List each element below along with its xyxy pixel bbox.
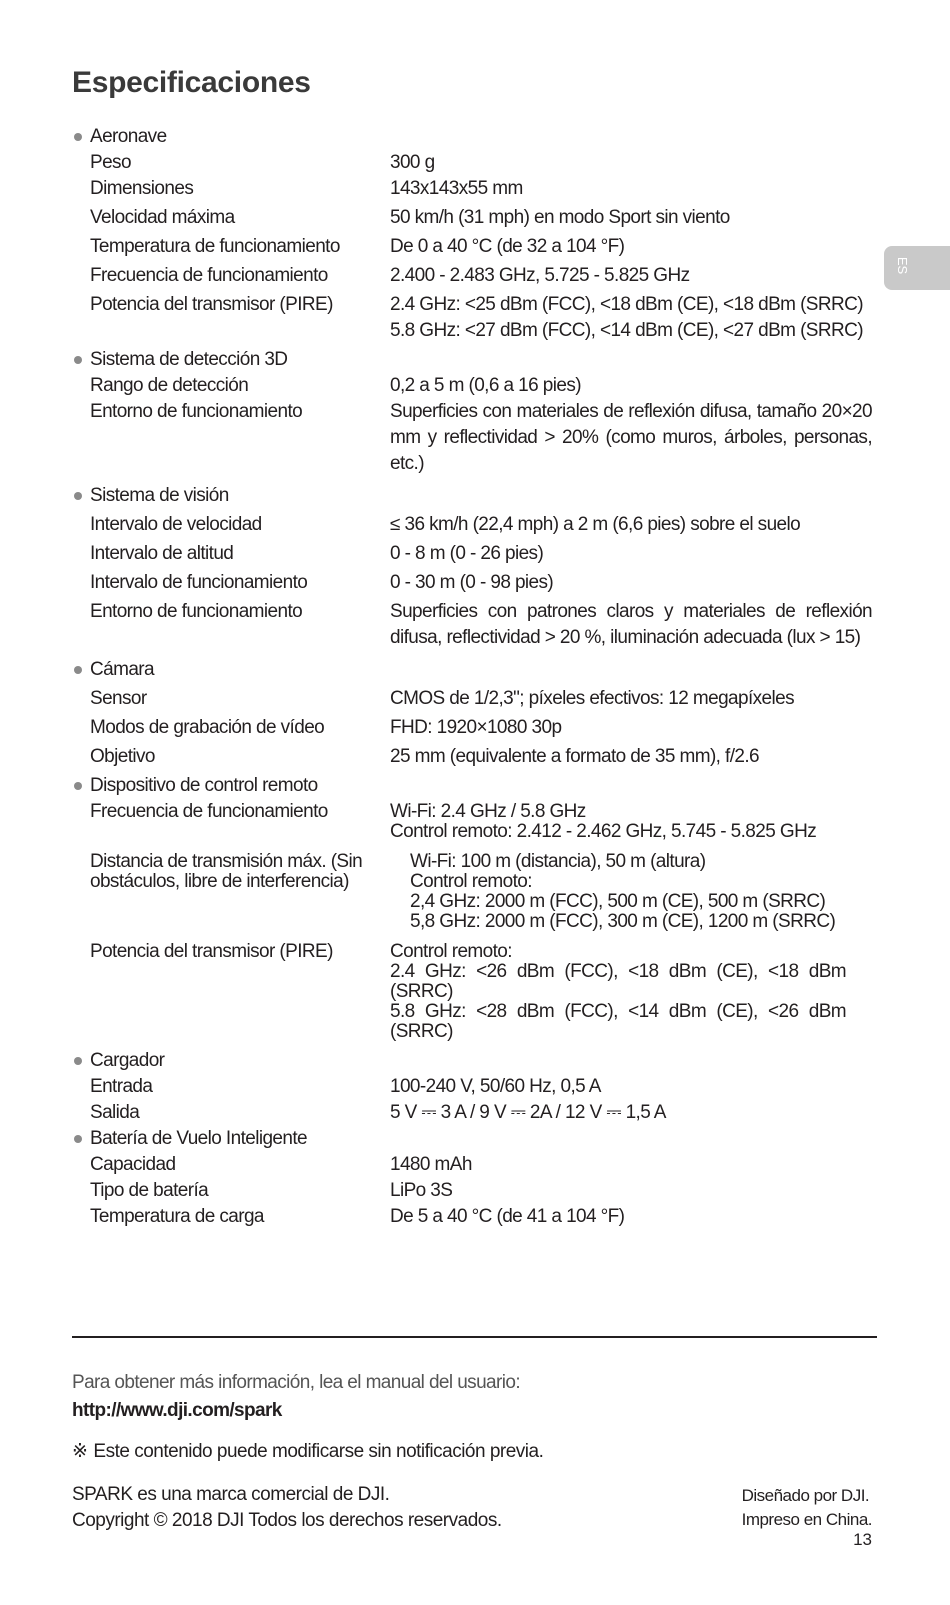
spec-row: [72, 744, 872, 770]
trademark-line: SPARK es una marca comercial de DJI.: [72, 1484, 390, 1505]
spec-label: Potencia del transmisor (PIRE): [90, 294, 333, 315]
spec-value: 0 - 30 m (0 - 98 pies): [390, 572, 554, 593]
spec-row: [72, 1074, 872, 1100]
bullet-icon: [74, 356, 82, 364]
spec-value: Superficies con patrones claros y materiales de reflexión difusa, reflectividad > 20 %, iluminación adecuada (lux > 15): [390, 601, 872, 648]
spec-label: Entorno de funcionamiento: [90, 601, 303, 622]
spec-label: Entorno de funcionamiento: [90, 401, 303, 422]
spec-label: Intervalo de altitud: [90, 543, 234, 564]
language-tab: [884, 246, 950, 290]
page-number: 13: [853, 1530, 872, 1549]
spec-value: 2.4 GHz: <25 dBm (FCC), <18 dBm (CE), <18 dBm (SRRC): [390, 294, 863, 315]
spec-value: Wi-Fi: 2.4 GHz / 5.8 GHz: [390, 801, 586, 822]
notice: [72, 1440, 543, 1463]
spec-row: [72, 1204, 872, 1230]
website-link[interactable]: http://www.dji.com/spark: [72, 1400, 282, 1421]
spec-value: 0,2 a 5 m (0,6 a 16 pies): [390, 375, 581, 396]
origin-block: [742, 1484, 872, 1532]
spec-value: 25 mm (equivalente a formato de 35 mm), f/2.6: [390, 746, 760, 767]
spec-value: ≤ 36 km/h (22,4 mph) a 2 m (6,6 pies) sobre el suelo: [390, 514, 801, 535]
bullet-icon: [74, 782, 82, 790]
spec-label: Tipo de batería: [90, 1180, 209, 1201]
printed-in: Impreso en China.: [741, 1510, 872, 1529]
trademark-block: [72, 1482, 502, 1534]
spec-row: [72, 399, 872, 477]
section-title: Dispositivo de control remoto: [90, 775, 318, 796]
spec-value: Superficies con materiales de reflexión difusa, tamaño 20×20 mm y reflectividad > 20% (como muros, árboles, personas, etc.): [390, 401, 872, 474]
section-vision: [72, 483, 872, 509]
spec-label: Frecuencia de funcionamiento: [90, 265, 328, 286]
spec-value: LiPo 3S: [390, 1180, 453, 1201]
spec-label: Entrada: [90, 1076, 153, 1097]
spec-value: 2.400 - 2.483 GHz, 5.725 - 5.825 GHz: [390, 265, 690, 286]
spec-value: De 5 a 40 °C (de 41 a 104 °F): [390, 1206, 625, 1227]
spec-label: Modos de grabación de vídeo: [90, 717, 325, 738]
spec-label: Intervalo de velocidad: [90, 514, 262, 535]
spec-label: Potencia del transmisor (PIRE): [90, 941, 333, 962]
spec-row: [72, 1100, 872, 1126]
spec-row: [72, 1152, 872, 1178]
spec-row: [72, 373, 872, 399]
bullet-icon: [74, 1135, 82, 1143]
spec-row: [72, 942, 872, 1042]
language-tab-label: ES: [895, 256, 911, 275]
spec-value: Control remoto:: [390, 941, 512, 962]
section-bateria: [72, 1126, 872, 1152]
spec-value: CMOS de 1/2,3"; píxeles efectivos: 12 megapíxeles: [390, 688, 795, 709]
spec-value: Wi-Fi: 100 m (distancia), 50 m (altura): [410, 851, 706, 872]
spec-label: Capacidad: [90, 1154, 176, 1175]
copyright-line: Copyright © 2018 DJI Todos los derechos reservados.: [72, 1510, 502, 1531]
spec-value: 300 g: [390, 152, 435, 173]
spec-label: Intervalo de funcionamiento: [90, 572, 308, 593]
section-title: Aeronave: [90, 126, 167, 147]
section-cargador: [72, 1048, 872, 1074]
section-deteccion-3d: [72, 347, 872, 373]
spec-label: Dimensiones: [90, 178, 194, 199]
spec-value: 5.8 GHz: <28 dBm (FCC), <14 dBm (CE), <26 dBm (SRRC): [390, 1001, 846, 1042]
spec-row: [72, 570, 872, 596]
spec-value: 5 V ⎓ 3 A / 9 V ⎓ 2A / 12 V ⎓ 1,5 A: [390, 1102, 666, 1123]
spec-value: 2.4 GHz: <26 dBm (FCC), <18 dBm (CE), <18 dBm (SRRC): [390, 961, 846, 1002]
specifications-list: [72, 124, 872, 1230]
spec-value: 0 - 8 m (0 - 26 pies): [390, 543, 544, 564]
section-title: Cámara: [90, 659, 154, 680]
bullet-icon: [74, 1057, 82, 1065]
spec-label: Salida: [90, 1102, 140, 1123]
section-camara: [72, 657, 872, 683]
spec-row: [72, 541, 872, 567]
spec-value: 100-240 V, 50/60 Hz, 0,5 A: [390, 1076, 601, 1097]
spec-value: 2,4 GHz: 2000 m (FCC), 500 m (CE), 500 m (SRRC): [410, 891, 826, 912]
spec-label: Temperatura de carga: [90, 1206, 264, 1227]
spec-row: [72, 512, 872, 538]
page-title: Especificaciones: [72, 66, 311, 99]
spec-row: [72, 715, 872, 741]
spec-row: [72, 205, 872, 231]
section-title: Batería de Vuelo Inteligente: [90, 1128, 307, 1149]
spec-row: [72, 263, 872, 289]
spec-row: [72, 292, 872, 344]
spec-row: [72, 852, 872, 932]
spec-value: 143x143x55 mm: [390, 178, 523, 199]
spec-label: Velocidad máxima: [90, 207, 235, 228]
section-title: Sistema de visión: [90, 485, 229, 506]
spec-value: 5,8 GHz: 2000 m (FCC), 300 m (CE), 1200 m (SRRC): [410, 911, 836, 932]
spec-label: Frecuencia de funcionamiento: [90, 801, 328, 822]
spec-label: Temperatura de funcionamiento: [90, 236, 340, 257]
divider: [72, 1336, 877, 1338]
more-info-text: Para obtener más información, lea el manual del usuario:: [72, 1372, 520, 1393]
spec-row: [72, 1178, 872, 1204]
spec-value: Control remoto:: [410, 871, 532, 892]
notice-text: Este contenido puede modificarse sin notificación previa.: [93, 1441, 544, 1462]
spec-label: Rango de detección: [90, 375, 249, 396]
spec-value: FHD: 1920×1080 30p: [390, 717, 562, 738]
section-aeronave: [72, 124, 872, 150]
spec-value: 1480 mAh: [390, 1154, 472, 1175]
spec-row: [72, 599, 872, 651]
designed-by: Diseñado por DJI.: [741, 1486, 870, 1505]
section-control-remoto: [72, 773, 872, 799]
bullet-icon: [74, 133, 82, 141]
spec-row: [72, 686, 872, 712]
spec-row: [72, 234, 872, 260]
spec-label: Sensor: [90, 688, 147, 709]
spec-label: Distancia de transmisión máx. (Sin obstáculos, libre de interferencia): [90, 851, 363, 892]
spec-label: Peso: [90, 152, 131, 173]
bullet-icon: [74, 666, 82, 674]
spec-label: Objetivo: [90, 746, 155, 767]
spec-value: 5.8 GHz: <27 dBm (FCC), <14 dBm (CE), <27 dBm (SRRC): [390, 320, 863, 341]
spec-row: [72, 802, 872, 842]
spec-value: Control remoto: 2.412 - 2.462 GHz, 5.745 - 5.825 GHz: [390, 821, 817, 842]
bullet-icon: [74, 492, 82, 500]
section-title: Cargador: [90, 1050, 165, 1071]
section-title: Sistema de detección 3D: [90, 349, 288, 370]
spec-row: [72, 176, 872, 202]
reference-mark-icon: ※: [72, 1441, 88, 1462]
spec-row: [72, 150, 872, 176]
spec-value: De 0 a 40 °C (de 32 a 104 °F): [390, 236, 625, 257]
spec-value: 50 km/h (31 mph) en modo Sport sin viento: [390, 207, 730, 228]
